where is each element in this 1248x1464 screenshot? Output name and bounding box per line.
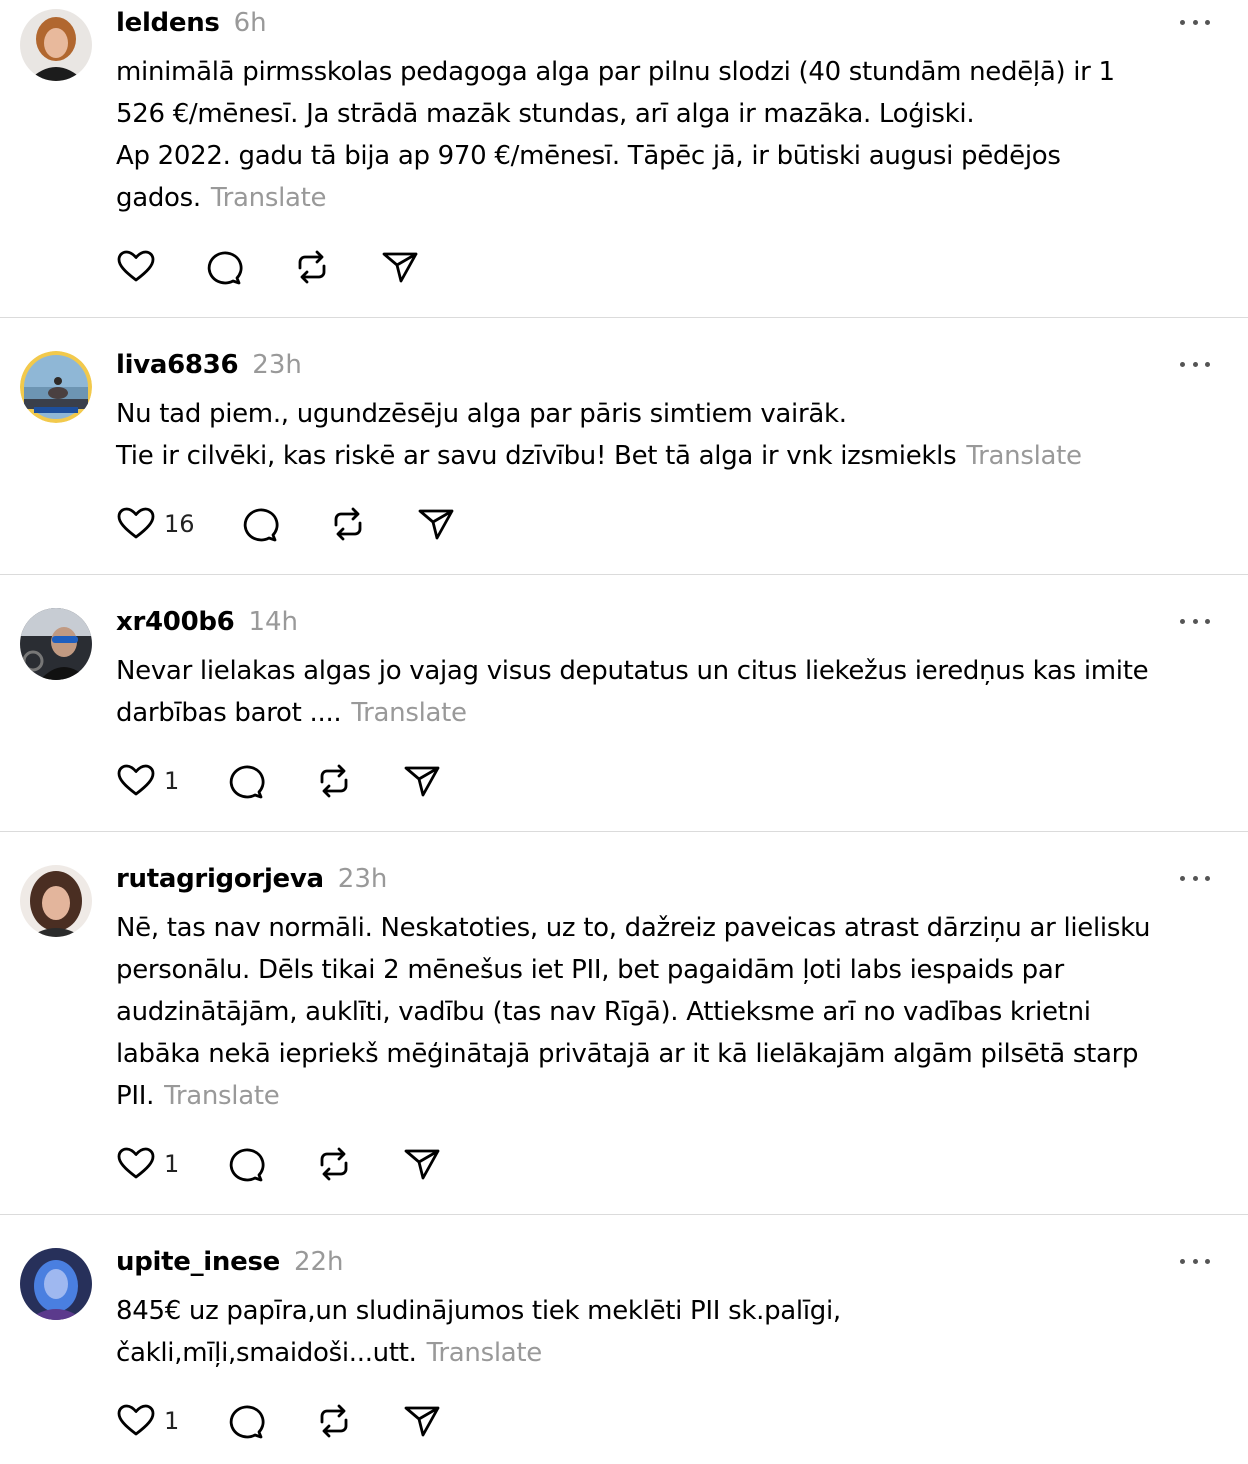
post-text-line: PII. [116,1081,155,1111]
reply-button[interactable] [204,247,292,287]
post-text-line: audzinātājām, auklīti, vadību (tas nav Rīgā). Attieksme arī no vadības krietni [116,997,1091,1027]
timestamp: 23h [252,350,302,380]
like-count: 1 [164,767,180,795]
heart-icon [116,247,156,287]
more-options-button[interactable] [1180,1251,1210,1271]
more-options-button[interactable] [1180,354,1210,374]
username[interactable]: xr400b6 [116,607,235,637]
translate-link[interactable]: Translate [966,441,1082,471]
like-button[interactable] [116,1401,226,1441]
heart-icon [116,1401,156,1441]
repost-icon [292,247,332,287]
repost-icon [314,1401,354,1441]
like-button[interactable] [116,247,204,287]
send-icon [416,504,456,544]
post-text [116,907,1206,1117]
more-options-button[interactable] [1180,611,1210,631]
comment-icon [240,504,280,544]
post-text-line: labāka nekā iepriekš mēģinātajā privātajā ar it kā lielākajām algām pilsētā starp [116,1039,1139,1069]
translate-link[interactable]: Translate [351,698,467,728]
action-bar [116,1401,442,1441]
post-text-line: 845€ uz papīra,un sludinājumos tiek meklēti PII sk.palīgi, [116,1296,841,1326]
share-button[interactable] [402,1401,442,1441]
avatar[interactable] [20,608,92,680]
action-bar [116,504,456,544]
post-text [116,51,1206,219]
repost-icon [314,761,354,801]
username[interactable]: rutagrigorjeva [116,864,324,894]
timestamp: 22h [293,1247,344,1277]
comment-icon [226,761,266,801]
post-text [116,393,1206,477]
action-bar [116,761,442,801]
reply-post [0,575,1248,832]
like-button[interactable] [116,761,226,801]
heart-icon [116,504,156,544]
post-text-line: 526 €/mēnesī. Ja strādā mazāk stundas, arī alga ir mazāka. Loģiski. [116,99,975,129]
like-button[interactable] [116,504,240,544]
repost-button[interactable] [292,247,380,287]
post-text-line: Nu tad piem., ugundzēsēju alga par pāris simtiem vairāk. [116,399,847,429]
repost-icon [314,1144,354,1184]
reply-button[interactable] [226,1401,314,1441]
reply-button[interactable] [226,761,314,801]
send-icon [402,1401,442,1441]
avatar[interactable] [20,865,92,937]
post-text [116,1290,1206,1374]
send-icon [380,247,420,287]
share-button[interactable] [416,504,456,544]
username[interactable]: upite_inese [116,1247,280,1277]
post-text-line: Nevar lielakas algas jo vajag visus deputatus un citus liekežus ieredņus kas imite [116,656,1149,686]
repost-button[interactable] [314,1401,402,1441]
comment-icon [204,247,244,287]
reply-post [0,318,1248,575]
post-text-line: minimālā pirmsskolas pedagoga alga par pilnu slodzi (40 stundām nedēļā) ir 1 [116,57,1115,87]
post-text [116,650,1206,734]
post-text-line: Ap 2022. gadu tā bija ap 970 €/mēnesī. Tāpēc jā, ir būtiski augusi pēdējos [116,141,1061,171]
username[interactable]: liva6836 [116,350,239,380]
heart-icon [116,761,156,801]
avatar[interactable] [20,1248,92,1320]
username[interactable]: leldens [116,8,220,38]
avatar[interactable] [20,9,92,81]
share-button[interactable] [402,1144,442,1184]
share-button[interactable] [380,247,420,287]
share-button[interactable] [402,761,442,801]
post-text-line: gados. [116,183,201,213]
send-icon [402,761,442,801]
like-count: 1 [164,1150,180,1178]
reply-button[interactable] [240,504,328,544]
translate-link[interactable]: Translate [210,183,327,213]
comment-icon [226,1401,266,1441]
action-bar [116,1144,442,1184]
comment-icon [226,1144,266,1184]
like-count: 16 [164,510,195,538]
translate-link[interactable]: Translate [164,1081,280,1111]
heart-icon [116,1144,156,1184]
post-text-line: personālu. Dēls tikai 2 mēnešus iet PII, bet pagaidām ļoti labs iespaids par [116,955,1064,985]
repost-icon [328,504,368,544]
post-text-line: čakli,mīļi,smaidoši...utt. [116,1338,417,1368]
repost-button[interactable] [314,1144,402,1184]
repost-button[interactable] [314,761,402,801]
timestamp: 6h [233,8,267,38]
reply-button[interactable] [226,1144,314,1184]
more-options-button[interactable] [1180,868,1210,888]
post-text-line: Nē, tas nav normāli. Neskatoties, uz to, dažreiz paveicas atrast dārziņu ar lielisku [116,913,1151,943]
reply-post [0,832,1248,1215]
send-icon [402,1144,442,1184]
like-button[interactable] [116,1144,226,1184]
more-options-button[interactable] [1180,12,1210,32]
post-text-line: Tie ir cilvēki, kas riskē ar savu dzīvību! Bet tā alga ir vnk izsmiekls [116,441,957,471]
post-text-line: darbības barot .... [116,698,342,728]
action-bar [116,247,420,287]
repost-button[interactable] [328,504,416,544]
reply-post [0,1215,1248,1464]
timestamp: 14h [248,607,299,637]
translate-link[interactable]: Translate [426,1338,542,1368]
like-count: 1 [164,1407,180,1435]
avatar[interactable] [20,351,92,423]
timestamp: 23h [337,864,388,894]
reply-post [0,0,1248,318]
